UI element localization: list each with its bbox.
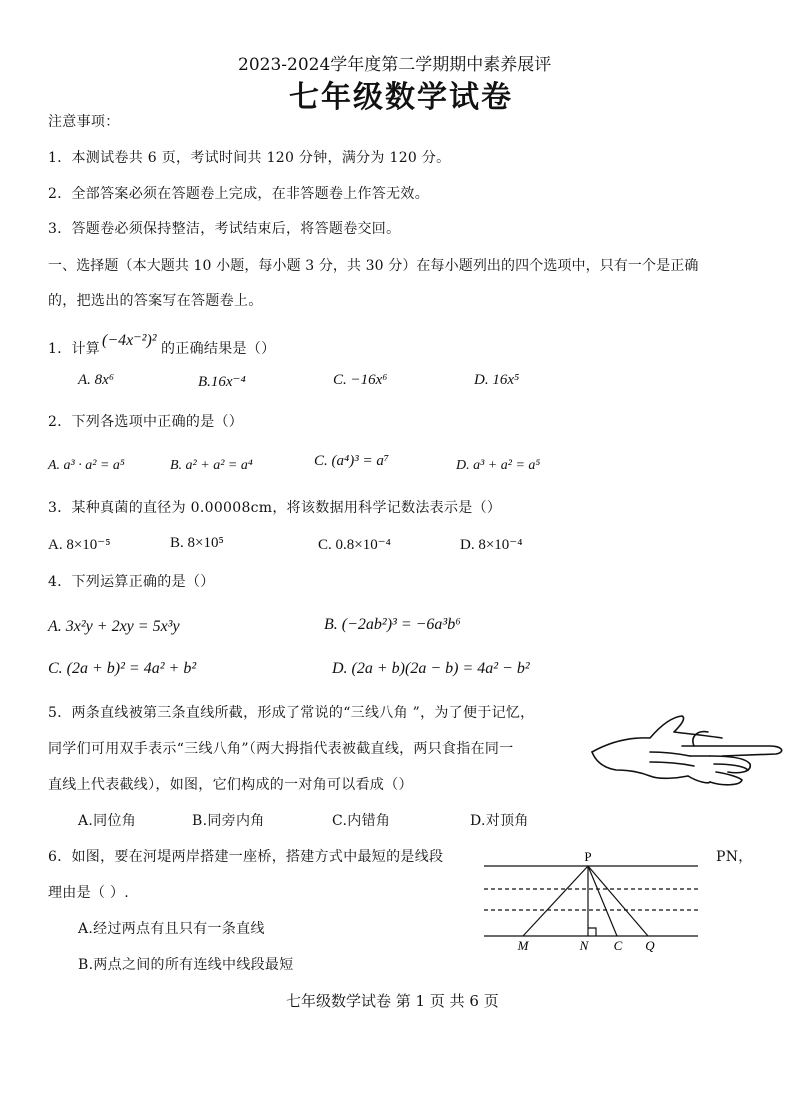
question-6-line2: 理由是（ ）. — [48, 885, 129, 901]
q4-option-a[interactable]: A. 3x²y + 2xy = 5x³y — [48, 618, 180, 635]
question-6-line1: 6．如图，要在河堤两岸搭建一座桥，搭建方式中最短的是线段 — [48, 849, 444, 865]
note-item: 1．本测试卷共 6 页，考试时间共 120 分钟，满分为 120 分。 — [48, 150, 451, 166]
segment-pq — [588, 866, 648, 936]
label-c: C — [613, 938, 623, 953]
q2-option-c[interactable]: C. (a⁴)³ = a⁷ — [314, 453, 390, 469]
question-1-suffix: 的正确结果是（） — [161, 341, 276, 357]
exam-title: 七年级数学试卷 — [289, 80, 513, 115]
q1-option-c[interactable]: C. −16x⁶ — [333, 372, 388, 388]
right-angle-mark — [588, 928, 596, 936]
river-bridge-figure — [480, 846, 702, 958]
question-1-expression: (−4x⁻²)² — [102, 332, 157, 349]
question-2-stem: 2．下列各选项中正确的是（） — [48, 414, 244, 430]
q5-option-d[interactable]: D.对顶角 — [470, 813, 529, 829]
q1-option-b[interactable]: B.16x⁻⁴ — [198, 374, 246, 390]
q4-option-d[interactable]: D. (2a + b)(2a − b) = 4a² − b² — [332, 660, 530, 677]
note-item: 3．答题卷必须保持整洁，考试结束后，将答题卷交回。 — [48, 221, 401, 237]
q5-option-b[interactable]: B.同旁内角 — [192, 813, 265, 829]
q5-option-c[interactable]: C.内错角 — [332, 813, 391, 829]
label-m: M — [517, 938, 529, 953]
note-item: 2．全部答案必须在答题卷上完成，在非答题卷上作答无效。 — [48, 186, 430, 202]
question-5-line2: 同学们可用双手表示“三线八角”（两大拇指代表被截直线，两只食指在同一 — [48, 741, 514, 757]
q1-option-a[interactable]: A. 8x⁶ — [78, 372, 115, 388]
question-3-stem: 3．某种真菌的直径为 0.00008cm，将该数据用科学记数法表示是（） — [48, 500, 502, 516]
q6-option-a[interactable]: A.经过两点有且只有一条直线 — [78, 921, 265, 937]
question-5-line1: 5．两条直线被第三条直线所截，形成了常说的“三线八角 ”，为了便于记忆， — [48, 705, 535, 721]
q3-option-d[interactable]: D. 8×10⁻⁴ — [460, 537, 523, 553]
q1-option-d[interactable]: D. 16x⁵ — [474, 372, 520, 388]
question-4-stem: 4．下列运算正确的是（） — [48, 574, 215, 590]
q3-option-c[interactable]: C. 0.8×10⁻⁴ — [318, 537, 391, 553]
exam-super-title: 2023-2024学年度第二学期期中素养展评 — [238, 55, 552, 75]
label-n: N — [579, 938, 589, 953]
notes-heading: 注意事项： — [48, 114, 120, 130]
question-5-line3: 直线上代表截线），如图，它们构成的一对角可以看成（） — [48, 777, 413, 793]
hand-figure — [590, 712, 790, 792]
q2-option-b[interactable]: B. a² + a² = a⁴ — [170, 458, 253, 473]
segment-pc — [588, 866, 617, 936]
q3-option-b[interactable]: B. 8×10⁵ — [170, 535, 224, 551]
segment-pm — [523, 866, 588, 936]
q3-option-a[interactable]: A. 8×10⁻⁵ — [48, 537, 111, 553]
q6-option-b[interactable]: B.两点之间的所有连线中线段最短 — [78, 957, 294, 973]
label-q: Q — [645, 938, 655, 953]
q4-option-b[interactable]: B. (−2ab²)³ = −6a³b⁶ — [324, 616, 461, 633]
section-heading: 一、选择题（本大题共 10 小题，每小题 3 分，共 30 分）在每小题列出的四个选项中，只有一个是正确 — [48, 258, 699, 274]
q4-option-c[interactable]: C. (2a + b)² = 4a² + b² — [48, 660, 197, 677]
q2-option-a[interactable]: A. a³ · a² = a⁵ — [48, 458, 125, 473]
question-6-pn: PN， — [716, 849, 753, 865]
q2-option-d[interactable]: D. a³ + a² = a⁵ — [456, 458, 541, 473]
label-p: P — [584, 849, 592, 864]
q5-option-a[interactable]: A.同位角 — [78, 813, 137, 829]
section-heading-cont: 的，把选出的答案写在答题卷上。 — [48, 293, 263, 309]
page-footer: 七年级数学试卷 第 1 页 共 6 页 — [286, 992, 499, 1010]
question-1-prefix: 1．计算 — [48, 341, 101, 357]
